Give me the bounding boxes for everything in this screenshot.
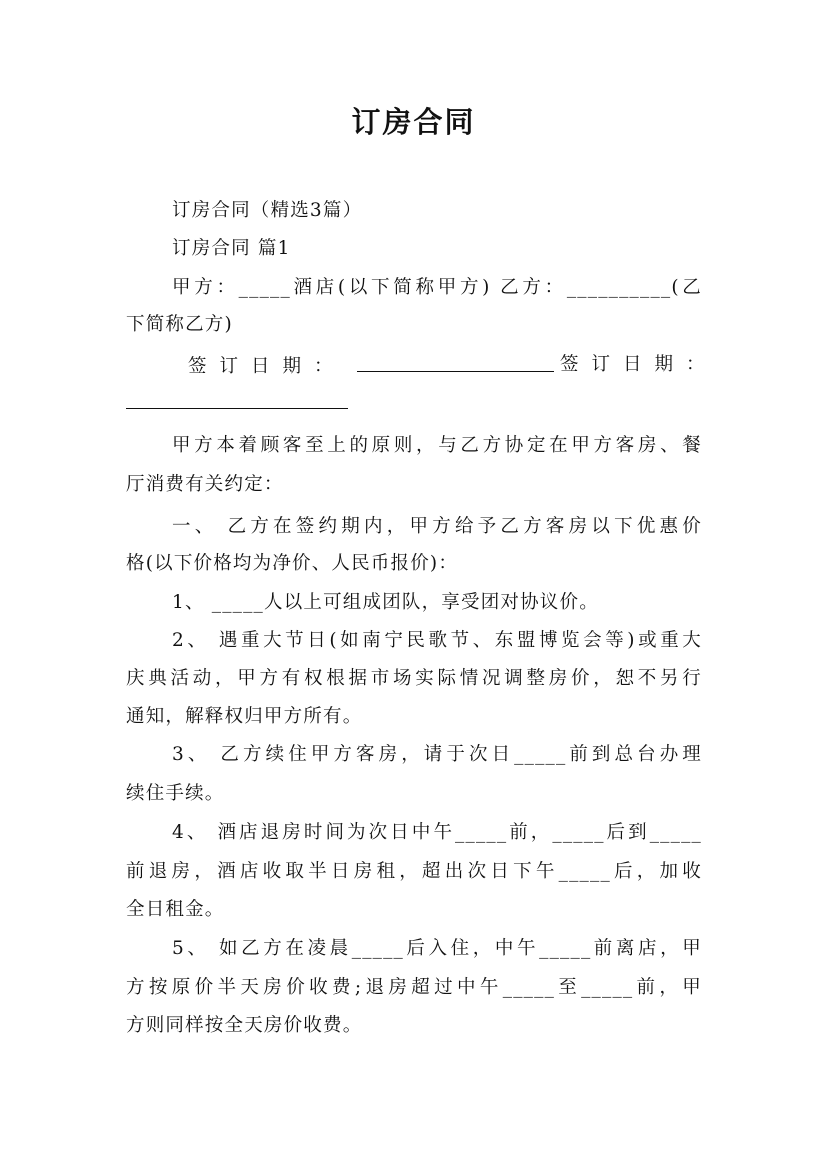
party-line: 甲方：_____酒店(以下简称甲方) 乙方：__________(乙	[172, 277, 702, 298]
signing-date-party-a	[188, 353, 554, 379]
section-heading: 订房合同 篇1	[172, 238, 291, 259]
clause-item-4: 4、 酒店退房时间为次日中午_____前，_____后到_____	[172, 822, 702, 843]
clause-item-1: 1、 _____人以上可组成团队，享受团对协议价。	[172, 592, 599, 613]
paragraph-line: 甲方本着顾客至上的原则，与乙方协定在甲方客房、餐	[172, 435, 702, 456]
signing-date-party-b	[560, 353, 718, 377]
clause-item-5: 5、 如乙方在凌晨_____后入住，中午_____前离店，甲	[172, 938, 702, 959]
signing-date-blank-line	[126, 390, 348, 416]
clause-item-2: 通知，解释权归甲方所有。	[126, 706, 363, 727]
clause-one-line: 一、 乙方在签约期内，甲方给予乙方客房以下优惠价	[172, 516, 702, 537]
signing-date-blank	[126, 390, 348, 409]
clause-item-3: 续住手续。	[126, 783, 225, 804]
clause-item-5: 方按原价半天房价收费;退房超过中午_____至_____前，甲	[126, 977, 702, 998]
document-title: 订房合同	[351, 105, 476, 139]
subtitle-line: 订房合同（精选3篇）	[172, 200, 363, 221]
party-line-continued: 下简称乙方)	[126, 314, 233, 335]
clause-item-5: 方则同样按全天房价收费。	[126, 1015, 363, 1036]
paragraph-line: 厅消费有关约定：	[126, 474, 284, 495]
clause-item-4: 前退房，酒店收取半日房租，超出次日下午_____后，加收	[126, 861, 702, 882]
clause-item-4: 全日租金。	[126, 899, 225, 920]
clause-item-2: 2、 遇重大节日(如南宁民歌节、东盟博览会等)或重大	[172, 630, 702, 651]
signing-date-label: 签订日期：	[188, 356, 346, 377]
clause-item-3: 3、 乙方续住甲方客房，请于次日_____前到总台办理	[172, 744, 702, 765]
signing-date-label: 签订日期：	[560, 354, 718, 375]
clause-one-line: 格(以下价格均为净价、人民币报价)：	[126, 553, 459, 574]
signing-date-blank	[357, 353, 554, 372]
clause-item-2: 庆典活动，甲方有权根据市场实际情况调整房价，恕不另行	[126, 668, 702, 689]
